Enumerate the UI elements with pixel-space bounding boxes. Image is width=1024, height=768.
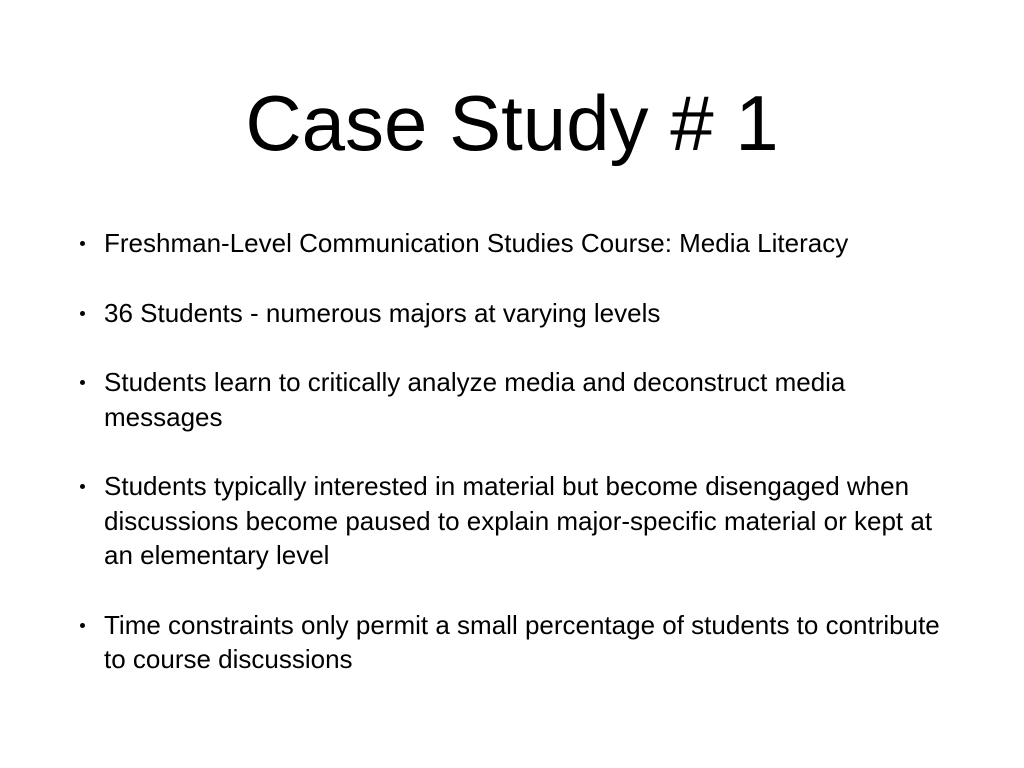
bullet-text: Students learn to critically analyze media and deconstruct media messages [104, 367, 846, 432]
bullet-dot-icon [80, 380, 85, 385]
slide-title: Case Study # 1 [245, 79, 779, 167]
bullet-item [74, 226, 954, 261]
bullet-item [74, 608, 954, 677]
bullet-item [74, 469, 954, 573]
bullet-list [74, 226, 954, 677]
bullet-dot-icon [80, 311, 85, 316]
bullet-text: Time constraints only permit a small percentage of students to contribute to course discussions [104, 609, 940, 674]
bullet-dot-icon [80, 241, 85, 246]
bullet-dot-icon [80, 623, 85, 628]
bullet-item [74, 365, 954, 434]
bullet-dot-icon [80, 484, 85, 489]
bullet-text: Freshman-Level Communication Studies Course: Media Literacy [104, 228, 849, 258]
bullet-text: 36 Students - numerous majors at varying levels [104, 297, 661, 328]
bullet-item [74, 296, 954, 331]
bullet-text: Students typically interested in material but become disengaged when discussions become paused to explain major-specific material or kept at an elementary level [104, 471, 933, 570]
